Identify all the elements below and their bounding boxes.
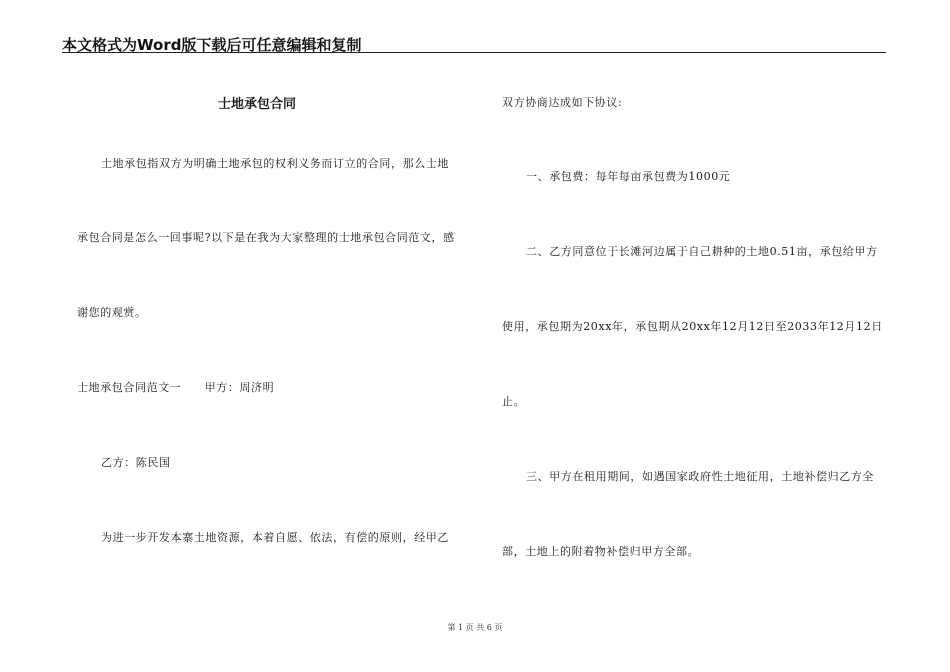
paragraph-line: 二、乙方同意位于长滩河边属于自己耕种的土地0.51亩，承包给甲方 xyxy=(526,245,878,258)
right-column xyxy=(475,0,950,672)
paragraph-line: 承包合同是怎么一回事呢?以下是在我为大家整理的士地承包合同范文，感 xyxy=(77,231,455,244)
document-title: 士地承包合同 xyxy=(218,97,297,112)
paragraph-line: 乙方：陈民国 xyxy=(101,456,171,469)
paragraph-line: 一、承包费：每年每亩承包费为1000元 xyxy=(526,170,731,183)
header-text: 本文格式为Word版下载后可任意编辑和复制 xyxy=(62,36,362,54)
paragraph-line: 三、甲方在租用期间，如遇国家政府性土地征用，土地补偿归乙方全 xyxy=(526,470,874,483)
paragraph-line: 双方协商达成如下协议: xyxy=(502,96,623,109)
page-number-footer: 第 1 页 共 6 页 xyxy=(447,623,503,632)
paragraph-line: 士地承包合同范文一 甲方：周济明 xyxy=(77,381,275,394)
paragraph-line: 部，土地上的附着物补偿归甲方全部。 xyxy=(502,545,700,558)
paragraph-line: 止。 xyxy=(502,395,526,408)
paragraph-line: 谢您的观赏。 xyxy=(77,306,147,319)
paragraph-line: 使用，承包期为20xx年，承包期从20xx年12月12日至2033年12月12日 xyxy=(502,320,883,333)
paragraph-line: 土地承包指双方为明确土地承包的权利义务而订立的合同，那么士地 xyxy=(101,157,449,170)
paragraph-line: 为进一步开发本寨土地资源，本着自愿、依法，有偿的原则，经甲乙 xyxy=(101,531,449,544)
